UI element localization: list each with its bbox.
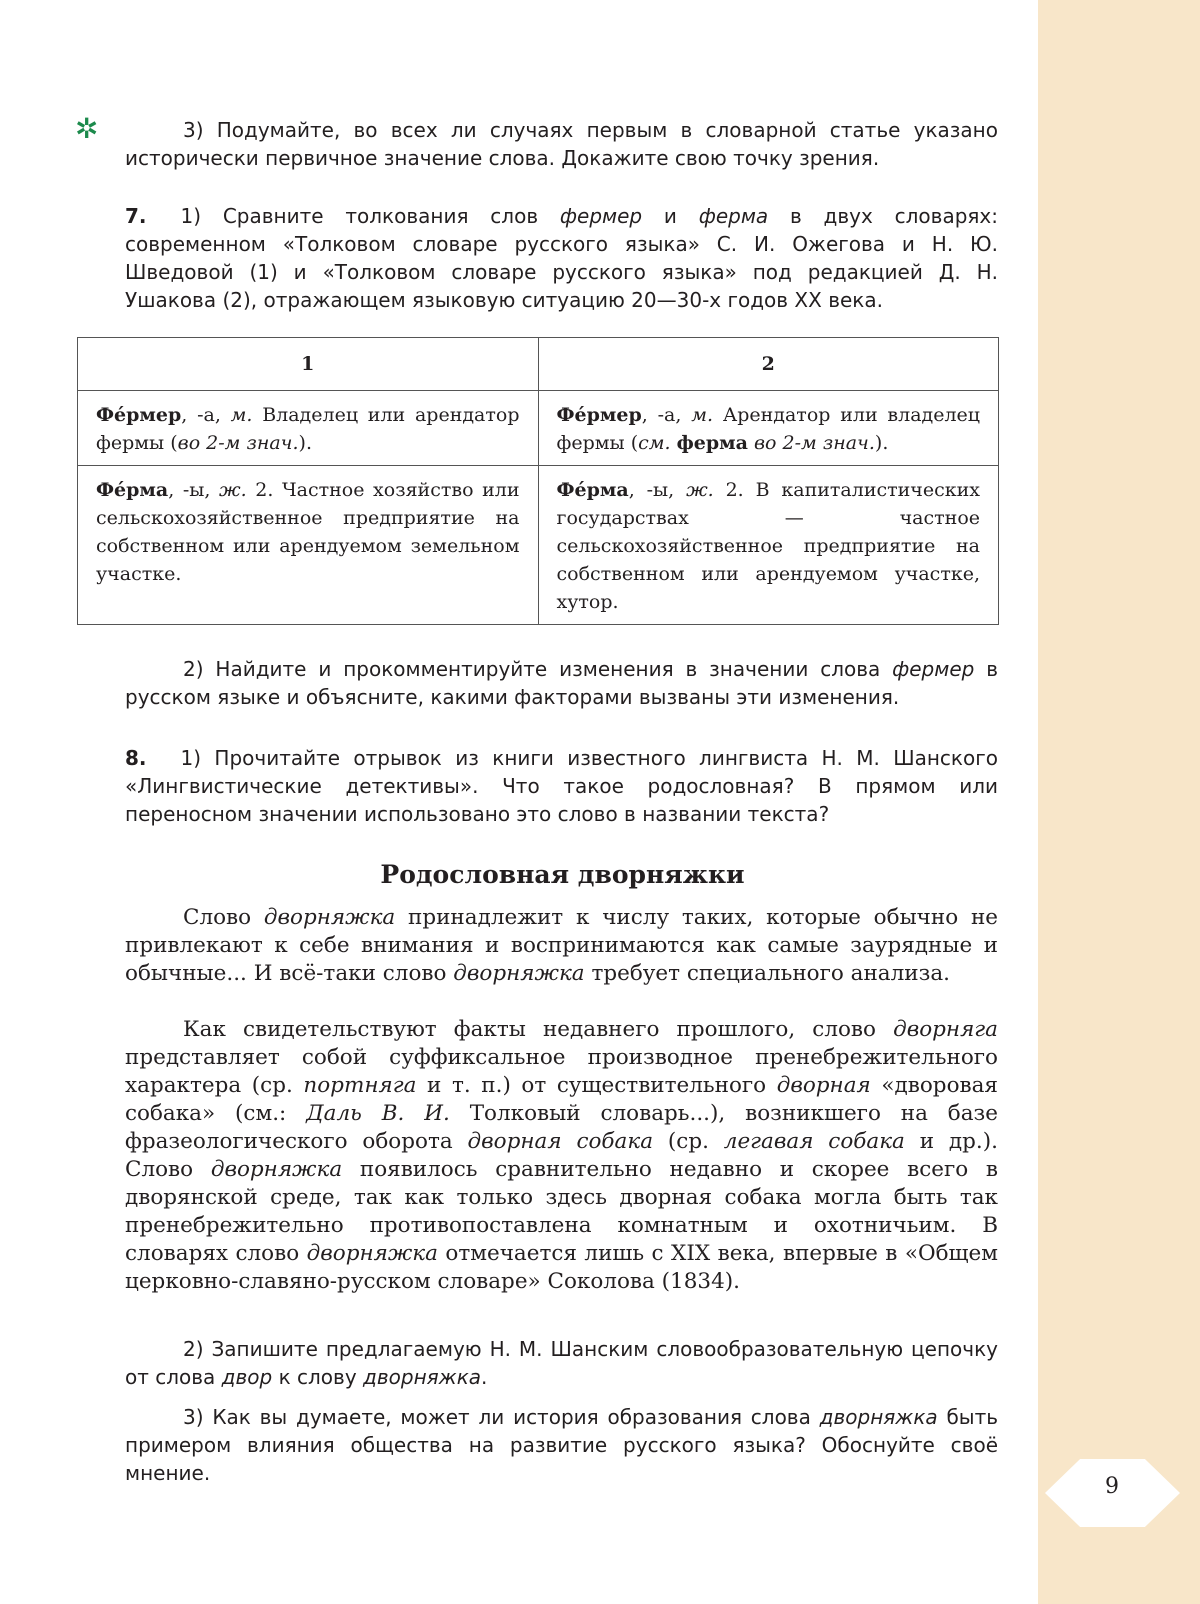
entry-reference: во 2-м знач.	[754, 432, 875, 454]
excerpt-word: дворняжка	[453, 961, 585, 986]
excerpt-text: Как свидетельствуют факты недавнего прошлого, слово	[183, 1017, 894, 1042]
entry-ending: , -ы,	[628, 479, 687, 501]
ex8-task2-text: 2) Запишите предлагаемую Н. М. Шанским словообразовательную цепочку от слова	[125, 1337, 998, 1389]
excerpt-text: и т. п.) от существительного	[416, 1073, 777, 1098]
excerpt-title: Родословная дворняжки	[380, 860, 745, 889]
ex7-task2	[125, 655, 998, 711]
excerpt-text: принадлежит к числу таких, которые обычно не привлекают к себе внимания и воспринимаются как самые заурядные и обычные... И всё-таки слово	[125, 905, 999, 986]
excerpt-text: отмечается лишь с XIX века, впервые в «Общем церковно-славяно-русском словаре» Соколова (1834).	[125, 1241, 998, 1294]
excerpt-paragraph-2	[125, 1016, 998, 1296]
entry-cf: см.	[638, 432, 671, 454]
ex7-number: 7.	[125, 204, 147, 228]
ex8-task3-text: быть примером влияния общества на развитие русского языка? Обоснуйте своё мнение.	[125, 1405, 999, 1485]
ex8-task2-text: .	[481, 1365, 488, 1389]
entry-tail: ).	[298, 432, 312, 454]
excerpt-word: легавая собака	[723, 1129, 905, 1154]
table-cell-ferma-2	[538, 466, 999, 625]
entry-definition: 2. Частное хозяйство или сельскохозяйственное предприятие на собственном или арендуемом земельном участке.	[96, 479, 520, 585]
excerpt-text: Слово	[183, 905, 264, 930]
entry-ending: , -ы,	[168, 479, 220, 501]
excerpt-word: Даль В. И.	[306, 1101, 450, 1126]
entry-tail: ).	[874, 432, 889, 454]
table-cell-fermer-2	[538, 391, 999, 466]
excerpt-text: требует специального анализа.	[584, 961, 950, 986]
page-number: 9	[1105, 1474, 1119, 1499]
dictionary-comparison-table	[77, 337, 999, 625]
ex7-intro	[125, 202, 998, 314]
ex7-word-fermer: фермер	[559, 204, 643, 228]
ex7-word-ferma: ферма	[698, 204, 769, 228]
excerpt-text: (ср.	[653, 1129, 724, 1154]
ex8-task3	[125, 1403, 998, 1487]
ex8-task3-text: 3) Как вы думаете, может ли история образования слова	[183, 1405, 820, 1429]
ex8-task2-word: двор	[221, 1365, 273, 1389]
entry-crossref: ферма	[676, 432, 748, 454]
entry-headword: Фе́рма	[96, 479, 169, 501]
table-row	[78, 466, 999, 625]
table-row	[78, 391, 999, 466]
ex7-intro-text-rest: в двух словарях: современном «Толковом словаре русского языка» С. И. Ожегова и Н. Ю. Шведовой (1) и «Толковом словаре русского языка» под редакцией Д. Н. Ушакова (2), отражающем языковую ситуацию 20—30-х годов XX века.	[125, 204, 999, 312]
excerpt-text: и др.). Слово	[125, 1129, 998, 1182]
ex8-number: 8.	[125, 746, 147, 770]
excerpt-word: дворняжка	[210, 1157, 343, 1182]
entry-headword: Фе́рмер	[556, 404, 642, 426]
ex7-intro-conj: и	[642, 204, 699, 228]
entry-headword: Фе́рмер	[96, 404, 182, 426]
ex8-intro	[125, 744, 998, 828]
table-header-col2: 2	[538, 338, 999, 391]
excerpt-text: представляет собой суффиксальное производное пренебрежительного характера (ср.	[125, 1045, 998, 1098]
entry-gender: м.	[230, 404, 253, 426]
excerpt-word: дворняжка	[306, 1241, 438, 1266]
excerpt-word: дворная	[776, 1073, 871, 1098]
entry-definition: Арендатор или владелец фермы (	[556, 404, 980, 454]
entry-gender: ж.	[219, 479, 247, 501]
entry-definition: Владелец или арендатор фермы (	[96, 404, 520, 454]
excerpt-word: дворняжка	[263, 905, 396, 930]
table-cell-fermer-1	[78, 391, 539, 466]
ex8-task3-word: дворняжка	[819, 1405, 938, 1429]
excerpt-text: «дворовая собака» (см.:	[125, 1073, 998, 1126]
entry-gender: м.	[691, 404, 714, 426]
entry-ending: , -а,	[641, 404, 692, 426]
ex8-task2-word: дворняжка	[363, 1365, 482, 1389]
ex7-task2-text: 2) Найдите и прокомментируйте изменения в значении слова	[183, 657, 893, 681]
excerpt-text: Толковый словарь...), возникшего на базе фразеологического оборота	[125, 1101, 999, 1154]
excerpt-text: появилось сравнительно недавно и скорее всего в дворянской среде, так как только здесь дворная собака могла быть так пренебрежительно противопоставлена комнатным и охотничьим. В словарях слово	[125, 1157, 999, 1266]
ex8-task2-text: к слову	[272, 1365, 364, 1389]
ex8-intro-text: 1) Прочитайте отрывок из книги известного лингвиста Н. М. Шанского «Лингвистические детективы». Что такое родословная? В прямом или переносном значении использовано это слово в названии текста?	[125, 746, 998, 826]
ex6-task3	[125, 116, 998, 172]
table-cell-ferma-1	[78, 466, 539, 625]
asterisk-icon: ✲	[75, 112, 99, 145]
table-header-col1: 1	[78, 338, 539, 391]
side-margin-band	[1038, 0, 1200, 1604]
excerpt-word: дворная собака	[467, 1129, 654, 1154]
entry-ending: , -а,	[181, 404, 231, 426]
entry-headword: Фе́рма	[556, 479, 629, 501]
ex7-task2-word: фермер	[892, 657, 975, 681]
excerpt-word: дворняга	[893, 1017, 998, 1042]
excerpt-paragraph-1	[125, 904, 998, 988]
ex6-task3-text: 3) Подумайте, во всех ли случаях первым в словарной статье указано исторически первичное значение слова. Докажите свою точку зрения.	[125, 118, 998, 170]
entry-gender: ж.	[686, 479, 714, 501]
table-header-row	[78, 338, 999, 391]
entry-reference: во 2-м знач.	[177, 432, 299, 454]
ex8-task2	[125, 1335, 998, 1391]
ex7-intro-text: 1) Сравните толкования слов	[180, 204, 560, 228]
excerpt-word: портняга	[303, 1073, 417, 1098]
ex7-task2-text-rest: в русском языке и объясните, какими факторами вызваны эти изменения.	[125, 657, 998, 709]
entry-definition: 2. В капиталистических государствах — частное сельскохозяйственное предприятие на собственном или арендуемом участке, хутор.	[556, 479, 981, 613]
